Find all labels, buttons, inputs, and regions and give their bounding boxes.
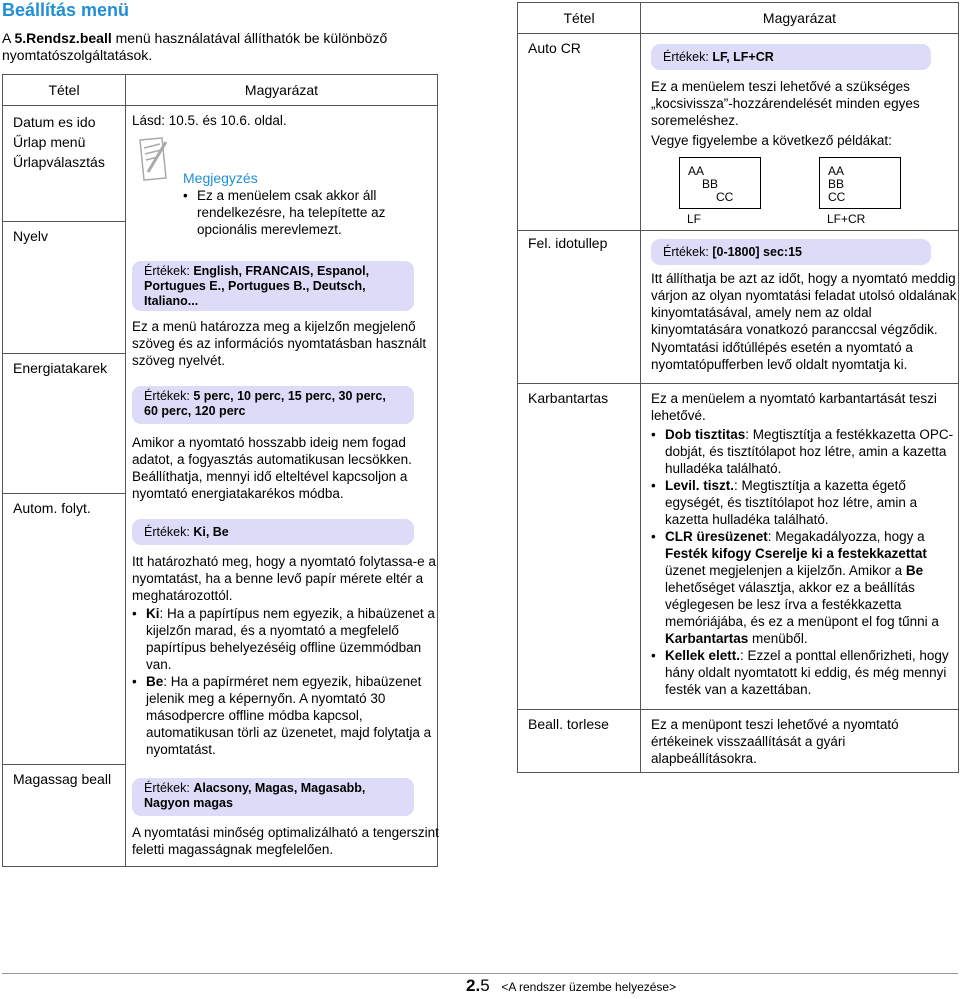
example-lf-label: LF xyxy=(687,212,702,226)
item-idotullep: Fel. idotullep xyxy=(528,235,608,251)
table-row-torlese xyxy=(518,710,959,773)
bullet-clr: • CLR üresüzenet: Megakadályozza, hogy a Festék kifogy Cserelje ki a festekkazettat üzenet megjelenjen a kijelzőn. Amikor a Be lehetőséget választja, akkor ez a beállítás véglegesen be lesz írva a festékkazetta memóriájába, és ez a menüpont el fog tűnni a Karbantartas menüből. xyxy=(651,528,959,647)
bullet-levil: • Levil. tiszt.: Megtisztítja a kazetta égető egységét, és tisztítólapot hoz létre, amin a kazetta hulladéka található. xyxy=(651,477,959,528)
table-row-autocr xyxy=(518,34,959,231)
note-title: Megjegyzés xyxy=(183,170,258,186)
bullet-kellek: • Kellek elett.: Ezzel a ponttal ellenőrizheti, hogy hány oldalt nyomtatott ki eddig, és még mennyi festék van a kazettában. xyxy=(651,647,959,698)
values-energia: Értékek: 5 perc, 10 perc, 15 perc, 30 perc, 60 perc, 120 perc xyxy=(132,386,414,424)
table-row-karbantartas xyxy=(518,384,959,710)
item-energia: Energiatakarek xyxy=(13,360,108,377)
example-lfcr-box: AA BB CC xyxy=(819,157,901,209)
col-header-item: Tétel xyxy=(3,75,126,106)
example-lf-box: AA BB CC xyxy=(679,157,761,209)
page-heading: Beállítás menü xyxy=(2,0,130,20)
item-autocr: Auto CR xyxy=(528,40,581,56)
desc-idotullep: Itt állíthatja be azt az időt, hogy a nyomtató meddig várjon az olyan nyomtatási feladat utolsó oldalának kinyomtatásával, amely nem az oldal kinyomtatására vonatkozó paranccsal végződik. xyxy=(651,271,957,337)
intro-text: A 5.Rendsz.beall menü használatával állíthatók be különböző nyomtatószolgáltatások. xyxy=(2,30,388,63)
desc-autocr: Ez a menüelem teszi lehetővé a szükséges „kocsivissza”-hozzárendelését minden egyes soremeléshez. xyxy=(651,79,920,128)
values-nyelv: Értékek: English, FRANCAIS, Espanol, Portugues E., Portugues B., Deutsch, Italiano... xyxy=(132,261,414,311)
item-torlese: Beall. torlese xyxy=(528,716,609,732)
note-text: • Ez a menüelem csak akkor áll rendelkezésre, ha telepítette az opcionális merevlemezt. xyxy=(183,187,403,238)
table-row-datum xyxy=(3,106,438,222)
item-karbantartas: Karbantartas xyxy=(528,390,609,406)
autom-bullet-be: • Be: Ha a papírméret nem egyezik, hibaüzenet jelenik meg a képernyőn. A nyomtató 30 másodpercre offline módba kapcsol, automatikusan törli az üzenetet, majd folytatja a nyomtatást. xyxy=(132,673,436,758)
item-magassag: Magassag beall xyxy=(13,771,112,788)
autom-bullet-ki: • Ki: Ha a papírtípus nem egyezik, a hibaüzenet a kijelzőn marad, és a nyomtató a megfelelő papírtípus behelyezéséig offline üzemmódban van. xyxy=(132,605,436,673)
karbantartas-bullets xyxy=(651,426,959,698)
menu-name: 5.Rendsz.beall xyxy=(14,30,112,46)
see-pages: Lásd: 10.5. és 10.6. oldal. xyxy=(132,113,287,128)
col-header-desc-right: Magyarázat xyxy=(641,3,959,34)
desc-magassag: A nyomtatási minőség optimalizálható a tengerszint feletti magasságnak megfelelően. xyxy=(132,825,439,857)
footer-divider xyxy=(2,973,958,974)
example-lfcr-label: LF+CR xyxy=(827,212,866,226)
table-row-idotullep xyxy=(518,231,959,384)
autom-bullets xyxy=(132,605,436,758)
values-autom: Értékek: Ki, Be xyxy=(132,519,414,545)
left-settings-table xyxy=(2,74,438,867)
desc-autocr-examples: Vegye figyelembe a következő példákat: xyxy=(651,133,892,148)
col-header-desc: Magyarázat xyxy=(126,75,438,106)
right-settings-table xyxy=(517,2,959,773)
desc-autom: Itt határozható meg, hogy a nyomtató folytassa-e a nyomtatást, ha a benne levő papír mérete eltér a meghatározottól. xyxy=(132,554,436,603)
note-list xyxy=(183,187,403,238)
chapter-name: <A rendszer üzembe helyezése> xyxy=(501,980,677,994)
desc-karbantartas: Ez a menüelem a nyomtató karbantartását teszi lehetővé. xyxy=(651,391,937,423)
note-icon xyxy=(136,134,170,184)
item-autom: Autom. folyt. xyxy=(13,500,91,517)
page-footer xyxy=(466,976,676,996)
col-header-item-right: Tétel xyxy=(518,3,641,34)
desc-nyelv: Ez a menü határozza meg a kijelzőn megjelenő szöveg és az információs nyomtatásban használt szöveg nyelvét. xyxy=(132,319,427,368)
values-idotullep: Értékek: [0-1800] sec:15 xyxy=(651,239,931,265)
desc-idotullep-2: Nyomtatási időtúllépés esetén a nyomtató a nyomtatópufferben levő oldalt nyomtatja ki. xyxy=(651,340,913,372)
desc-torlese: Ez a menüpont teszi lehetővé a nyomtató értékeinek visszaállítását a gyári alapbeállításokra. xyxy=(651,717,899,766)
bullet-dob: • Dob tisztitas: Megtisztítja a festékkazetta OPC-dobját, és tisztítólapot hoz létre, amin a kazetta hulladéka található. xyxy=(651,426,959,477)
item-nyelv: Nyelv xyxy=(13,228,49,245)
desc-energia: Amikor a nyomtató hosszabb ideig nem fogad adatot, a fogyasztás automatikusan lecsökken. Beállíthatja, mennyi idő elteltével kapcsoljon a nyomtató energiatakarékos módba. xyxy=(132,435,412,501)
page-number: 2.5 xyxy=(466,976,490,995)
values-autocr: Értékek: LF, LF+CR xyxy=(651,44,931,70)
item-datum: Datum es ido Űrlap menü Űrlapválasztás xyxy=(13,114,105,170)
values-magassag: Értékek: Alacsony, Magas, Magasabb, Nagyon magas xyxy=(132,778,414,816)
